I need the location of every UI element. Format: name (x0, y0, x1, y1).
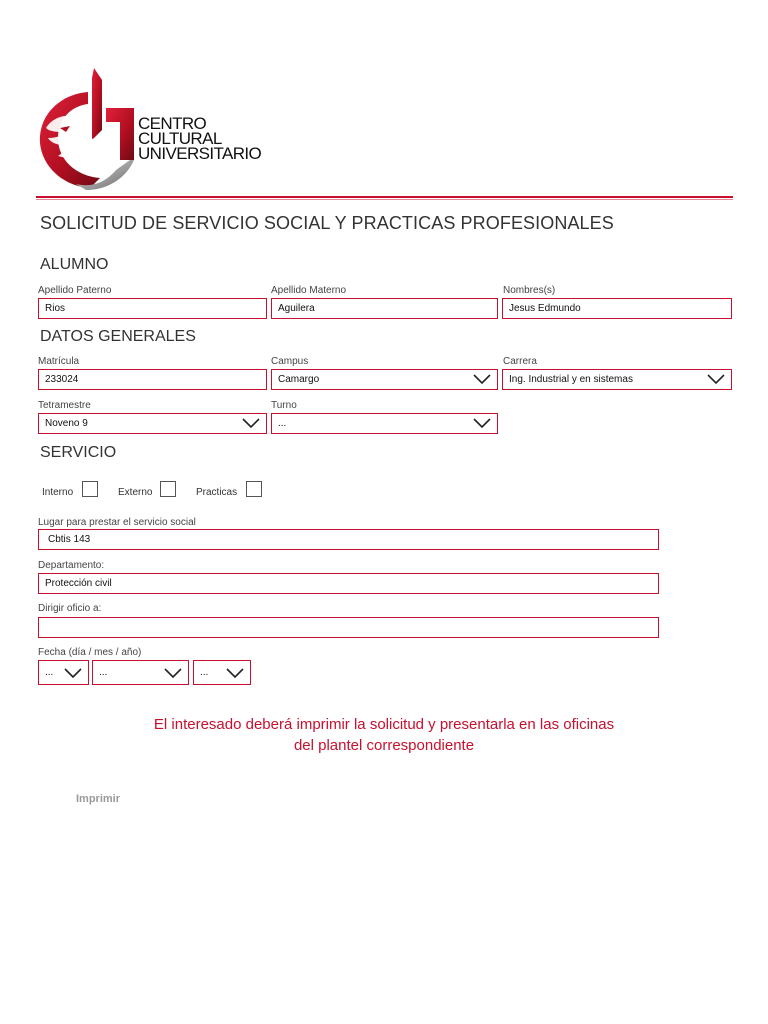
page-title: SOLICITUD DE SERVICIO SOCIAL Y PRACTICAS PROFESIONALES (40, 213, 614, 233)
matricula-label: Matrícula (38, 356, 80, 367)
externo-checkbox[interactable] (160, 481, 176, 497)
section-heading-servicio: SERVICIO (40, 444, 117, 461)
chevron-down-icon (164, 667, 182, 679)
logo-line-1: CENTRO (138, 114, 207, 133)
externo-label: Externo (118, 487, 153, 498)
logo-line-3: UNIVERSITARIO (138, 144, 262, 163)
chevron-down-icon (473, 373, 491, 385)
nombres-field[interactable]: Jesus Edmundo (502, 298, 732, 319)
print-notice-line-2: del plantel correspondiente (293, 737, 475, 754)
chevron-down-icon (242, 417, 260, 429)
fecha-label: Fecha (día / mes / año) (38, 647, 142, 658)
lugar-value: Cbtis 143 (48, 534, 91, 545)
print-button[interactable]: Imprimir (75, 793, 120, 805)
chevron-down-icon (707, 373, 725, 385)
header-divider-light (36, 199, 733, 200)
apellido-materno-label: Apellido Materno (271, 285, 347, 296)
logo-line-2: CULTURAL (138, 129, 222, 148)
lugar-field[interactable] (38, 529, 659, 550)
carrera-label: Carrera (503, 356, 537, 367)
section-heading-alumno: ALUMNO (40, 256, 109, 273)
fecha-dia-select[interactable] (38, 660, 89, 685)
turno-select[interactable] (271, 413, 498, 434)
campus-value: Camargo (278, 374, 320, 385)
section-heading-datos-generales: DATOS GENERALES (40, 328, 196, 345)
campus-select[interactable] (271, 369, 498, 390)
tetramestre-value: Noveno 9 (45, 418, 88, 429)
turno-value: ... (278, 418, 287, 429)
practicas-label: Practicas (196, 487, 238, 498)
dirigir-label: Dirigir oficio a: (38, 603, 102, 614)
carrera-value: Ing. Industrial y en sistemas (509, 374, 633, 385)
apellido-paterno-label: Apellido Paterno (38, 285, 112, 296)
turno-label: Turno (271, 400, 297, 411)
matricula-field[interactable]: 233024 (38, 369, 267, 390)
lugar-label: Lugar para prestar el servicio social (38, 517, 196, 528)
fecha-anio-select[interactable] (193, 660, 251, 685)
fecha-mes-value: ... (99, 667, 108, 678)
practicas-checkbox[interactable] (246, 481, 262, 497)
apellido-materno-field[interactable]: Aguilera (271, 298, 498, 319)
header-divider (36, 196, 733, 198)
interno-checkbox[interactable] (82, 481, 98, 497)
logo (36, 66, 276, 192)
apellido-paterno-field[interactable]: Rios (38, 298, 267, 319)
chevron-down-icon (226, 667, 244, 679)
chevron-down-icon (473, 417, 491, 429)
fecha-mes-select[interactable] (92, 660, 189, 685)
interno-label: Interno (42, 487, 74, 498)
nombres-label: Nombres(s) (503, 285, 556, 296)
print-notice (60, 714, 708, 756)
campus-label: Campus (271, 356, 309, 367)
tetramestre-label: Tetramestre (38, 400, 91, 411)
chevron-down-icon (64, 667, 82, 679)
fecha-dia-value: ... (45, 667, 54, 678)
tetramestre-select[interactable] (38, 413, 267, 434)
print-notice-line-1: El interesado deberá imprimir la solicitud y presentarla en las oficinas (153, 716, 615, 733)
departamento-field[interactable]: Protección civil (38, 573, 659, 594)
logo-text (138, 116, 261, 161)
dirigir-field[interactable] (38, 617, 659, 638)
fecha-anio-value: ... (200, 667, 209, 678)
carrera-select[interactable] (502, 369, 732, 390)
departamento-label: Departamento: (38, 560, 105, 571)
logo-emblem-icon (36, 66, 141, 192)
